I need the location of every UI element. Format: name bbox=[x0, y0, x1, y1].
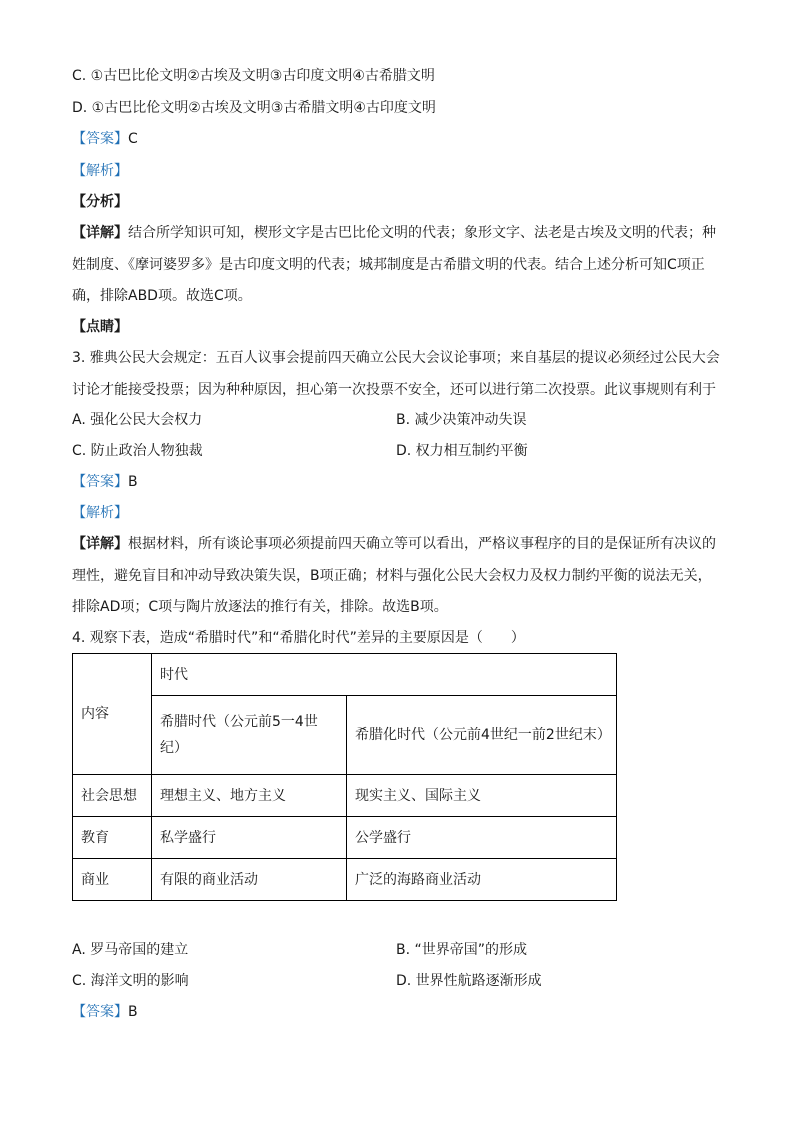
q3-analysis-label bbox=[72, 503, 128, 523]
table-cell: 广泛的海路商业活动 bbox=[347, 859, 617, 901]
q4-stem: 4. 观察下表，造成“希腊时代”和“希腊化时代”差异的主要原因是（ ） bbox=[72, 630, 525, 646]
answer-label: 【答案】 bbox=[72, 1004, 128, 1020]
q2-analysis-label bbox=[72, 161, 128, 181]
q2-answer-value: C bbox=[128, 131, 138, 147]
answer-label: 【答案】 bbox=[72, 474, 128, 490]
q4-option-a: A. 罗马帝国的建立 bbox=[72, 942, 189, 958]
table-row-header: 社会思想 bbox=[73, 775, 152, 817]
q3-option-b: B. 减少决策冲动失误 bbox=[396, 412, 527, 428]
table-cell: 理想主义、地方主义 bbox=[152, 775, 347, 817]
q2-detail bbox=[72, 218, 720, 313]
option-c-previous: C. ①古巴比伦文明②古埃及文明③古印度文明④古希腊文明 bbox=[72, 68, 435, 84]
q2-detail-text: 结合所学知识可知，楔形文字是古巴比伦文明的代表；象形文字、法老是古埃及文明的代表；种姓制度、《摩诃婆罗多》是古印度文明的代表；城邦制度是古希腊文明的代表。结合上述分析可知C项正确，排除ABD项。故选C项。 bbox=[72, 225, 716, 304]
q3-answer bbox=[72, 472, 138, 492]
q3-option-d: D. 权力相互制约平衡 bbox=[396, 443, 528, 459]
table-corner: 内容 bbox=[73, 654, 152, 775]
q4-answer-value: B bbox=[128, 1004, 138, 1020]
analysis-label: 【解析】 bbox=[72, 163, 128, 179]
q2-answer bbox=[72, 129, 138, 149]
q4-option-c: C. 海洋文明的影响 bbox=[72, 973, 189, 989]
table-cell: 公学盛行 bbox=[347, 817, 617, 859]
q2-dianjing-label bbox=[72, 317, 128, 337]
fenxi-label: 【分析】 bbox=[72, 194, 128, 210]
table-col-greek: 希腊时代（公元前5一4世纪） bbox=[152, 696, 347, 775]
q3-detail bbox=[72, 529, 720, 624]
detail-label: 【详解】 bbox=[72, 536, 128, 552]
q4-answer bbox=[72, 1002, 138, 1022]
answer-label: 【答案】 bbox=[72, 131, 128, 147]
q3-option-c: C. 防止政治人物独裁 bbox=[72, 443, 203, 459]
analysis-label: 【解析】 bbox=[72, 505, 128, 521]
comparison-table bbox=[72, 653, 617, 901]
table-row-header: 商业 bbox=[73, 859, 152, 901]
table-cell: 私学盛行 bbox=[152, 817, 347, 859]
option-d-previous: D. ①古巴比伦文明②古埃及文明③古希腊文明④古印度文明 bbox=[72, 100, 436, 116]
table-col-hellenistic: 希腊化时代（公元前4世纪一前2世纪末） bbox=[347, 696, 617, 775]
q3-answer-value: B bbox=[128, 474, 138, 490]
q3-option-a: A. 强化公民大会权力 bbox=[72, 412, 203, 428]
q3-detail-text: 根据材料，所有谈论事项必须提前四天确立等可以看出，严格议事程序的目的是保证所有决议的理性，避免盲目和冲动导致决策失误，B项正确；材料与强化公民大会权力及权力制约平衡的说法无关，排除AD项；C项与陶片放逐法的推行有关，排除。故选B项。 bbox=[72, 536, 716, 615]
table-row bbox=[73, 859, 617, 901]
q2-fenxi-label bbox=[72, 192, 128, 212]
table-era-header: 时代 bbox=[152, 654, 617, 696]
q4-option-d: D. 世界性航路逐渐形成 bbox=[396, 973, 542, 989]
table-row-header: 教育 bbox=[73, 817, 152, 859]
table-row bbox=[73, 775, 617, 817]
q3-stem: 3. 雅典公民大会规定：五百人议事会提前四天确立公民大会议论事项；来自基层的提议必须经过公民大会讨论才能接受投票；因为种种原因，担心第一次投票不安全，还可以进行第二次投票。此议事规则有利于 bbox=[72, 350, 720, 398]
dianjing-label: 【点睛】 bbox=[72, 319, 128, 335]
table-cell: 现实主义、国际主义 bbox=[347, 775, 617, 817]
q4-option-b: B. “世界帝国”的形成 bbox=[396, 942, 528, 958]
detail-label: 【详解】 bbox=[72, 225, 128, 241]
table-cell: 有限的商业活动 bbox=[152, 859, 347, 901]
table-row bbox=[73, 817, 617, 859]
